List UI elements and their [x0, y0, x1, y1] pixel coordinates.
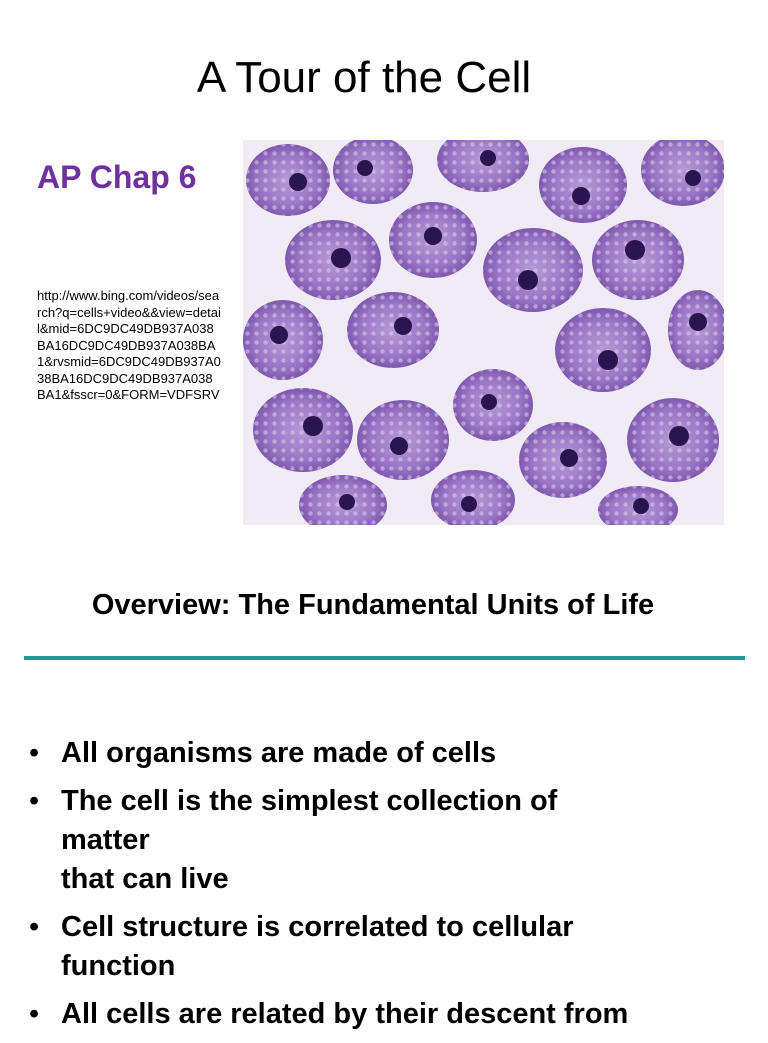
bullet-line: that can live [61, 863, 229, 895]
cell-micrograph-image [243, 140, 724, 525]
overview-bullet-list [29, 734, 729, 1043]
bullet-icon: • [29, 785, 40, 817]
bullet-line: The cell is the simplest collection of [61, 785, 558, 817]
overview-heading: Overview: The Fundamental Units of Life [91, 589, 655, 621]
bullet-item [29, 734, 729, 773]
bullet-item [29, 995, 729, 1034]
bullet-icon: • [29, 911, 40, 943]
bullet-line: matter [61, 824, 150, 856]
bullet-line: All cells are related by their descent from [61, 998, 629, 1030]
bullet-icon: • [29, 737, 40, 769]
chapter-subtitle: AP Chap 6 [37, 159, 197, 195]
bullet-icon: • [29, 998, 40, 1030]
slide-title: A Tour of the Cell [196, 53, 532, 102]
section-divider [24, 656, 745, 660]
video-link[interactable]: http://www.bing.com/videos/search?q=cells+video&&view=detail&mid=6DC9DC49DB937A038BA16DC9DC49DB937A038BA1&rvsmid=6DC9DC49DB937A038BA16DC9DC49DB937A038BA1&fsscr=0&FORM=VDFSRV [37, 288, 221, 402]
bullet-item [29, 908, 729, 986]
bullet-line: function [61, 950, 176, 982]
bullet-line: Cell structure is correlated to cellular [61, 911, 574, 943]
bullet-line: All organisms are made of cells [61, 737, 497, 769]
bullet-item [29, 782, 729, 899]
